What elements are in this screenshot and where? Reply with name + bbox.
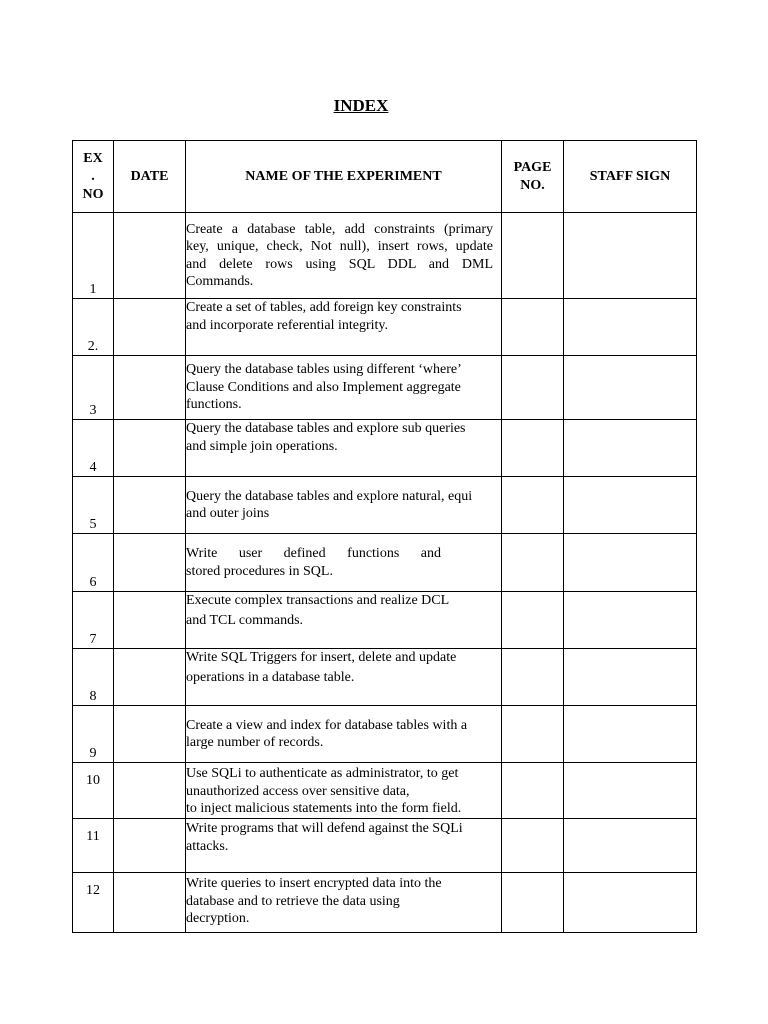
date-cell: [114, 477, 186, 534]
experiment-name-cell: [186, 420, 502, 477]
page-no-cell: [502, 420, 564, 477]
staff-sign-cell: [564, 420, 697, 477]
page-no-cell: [502, 299, 564, 356]
ex-no-header-line: EX: [83, 150, 103, 166]
experiment-line: and outer joins: [186, 506, 270, 521]
experiment-line: and simple join operations.: [186, 438, 338, 454]
table-row: [73, 873, 697, 933]
staff-sign-cell: [564, 763, 697, 819]
staff-sign-cell: [564, 873, 697, 933]
ex-no-cell: 8: [73, 649, 114, 706]
experiment-line: and TCL commands.: [186, 612, 304, 628]
experiment-name-cell: [186, 649, 502, 706]
experiment-name-cell: [186, 356, 502, 420]
experiment-line: to inject malicious statements into the form field.: [186, 801, 462, 816]
experiment-line: Commands.: [186, 274, 254, 289]
table-row: [73, 649, 697, 706]
experiment-line: attacks.: [186, 838, 229, 854]
date-cell: [114, 299, 186, 356]
date-cell: [114, 420, 186, 477]
date-cell: [114, 763, 186, 819]
table-row: [73, 299, 697, 356]
page-no-cell: [502, 356, 564, 420]
ex-no-cell: 6: [73, 534, 114, 592]
page-no-cell: [502, 477, 564, 534]
ex-no-cell: 5: [73, 477, 114, 534]
page-no-header: [502, 141, 564, 213]
experiment-line: functions.: [186, 397, 242, 413]
experiment-line: unauthorized access over sensitive data,: [186, 783, 410, 799]
date-cell: [114, 819, 186, 873]
experiment-name-cell: [186, 299, 502, 356]
experiment-line: Query the database tables and explore sub queries: [186, 421, 466, 436]
experiment-line: Clause Conditions and also Implement aggregate: [186, 379, 461, 395]
ex-no-cell: 9: [73, 706, 114, 763]
date-cell: [114, 706, 186, 763]
date-cell: [114, 592, 186, 649]
staff-sign-cell: [564, 356, 697, 420]
page-no-cell: [502, 213, 564, 299]
staff-sign-cell: [564, 299, 697, 356]
page-no-header-line: PAGE: [513, 159, 552, 175]
table-row: [73, 819, 697, 873]
table-row: [73, 534, 697, 592]
table-row: [73, 763, 697, 819]
experiment-line: and incorporate referential integrity.: [186, 317, 388, 333]
experiment-line: Create a view and index for database tables with a: [186, 717, 468, 733]
experiment-line: Query the database tables using different ‘where’: [186, 362, 462, 378]
index-table: [72, 140, 697, 933]
experiment-line: and delete rows using SQL DDL and DML: [186, 256, 493, 272]
experiment-line: Create a database table, add constraints (primary: [186, 221, 493, 237]
page-no-cell: [502, 592, 564, 649]
ex-no-cell: 3: [73, 356, 114, 420]
experiment-line: Write SQL Triggers for insert, delete and update: [186, 650, 457, 665]
experiment-line: Write user defined functions and: [186, 546, 441, 561]
date-cell: [114, 356, 186, 420]
ex-no-cell: 4: [73, 420, 114, 477]
ex-no-cell: 12: [73, 873, 114, 933]
table-row: [73, 592, 697, 649]
ex-no-cell: 7: [73, 592, 114, 649]
experiment-line: operations in a database table.: [186, 669, 355, 685]
ex-no-cell: 2.: [73, 299, 114, 356]
page-no-header-line: NO.: [520, 177, 545, 193]
staff-sign-cell: [564, 592, 697, 649]
experiment-name-cell: [186, 592, 502, 649]
page-no-cell: [502, 534, 564, 592]
staff-sign-cell: [564, 706, 697, 763]
date-header: DATE: [114, 141, 186, 213]
staff-sign-cell: [564, 649, 697, 706]
experiment-line: Write queries to insert encrypted data into the: [186, 876, 442, 891]
staff-sign-cell: [564, 534, 697, 592]
page-no-cell: [502, 763, 564, 819]
experiment-line: key, unique, check, Not null), insert rows, update: [186, 239, 493, 254]
page-no-cell: [502, 649, 564, 706]
experiment-line: Use SQLi to authenticate as administrator, to get: [186, 766, 459, 781]
experiment-line: Create a set of tables, add foreign key constraints: [186, 300, 462, 315]
page-no-cell: [502, 819, 564, 873]
table-row: [73, 477, 697, 534]
ex-no-cell: 10: [73, 763, 114, 819]
experiment-name-cell: [186, 534, 502, 592]
staff-sign-header: STAFF SIGN: [564, 141, 697, 213]
date-cell: [114, 873, 186, 933]
date-cell: [114, 649, 186, 706]
experiment-line: Execute complex transactions and realize DCL: [186, 593, 450, 608]
ex-no-header-line: NO: [82, 186, 104, 202]
experiment-line: Query the database tables and explore natural, equi: [186, 488, 473, 504]
ex-no-cell: 11: [73, 819, 114, 873]
experiment-name-cell: [186, 477, 502, 534]
page-no-cell: [502, 706, 564, 763]
experiment-line: Write programs that will defend against the SQLi: [186, 821, 463, 836]
experiment-line: stored procedures in SQL.: [186, 563, 333, 579]
table-row: [73, 213, 697, 299]
experiment-line: decryption.: [186, 911, 250, 926]
staff-sign-cell: [564, 819, 697, 873]
ex-no-header: [73, 141, 114, 213]
ex-no-header-line: .: [91, 168, 95, 184]
ex-no-cell: 1: [73, 213, 114, 299]
page-title: INDEX: [333, 96, 389, 115]
experiment-name-header: NAME OF THE EXPERIMENT: [186, 141, 502, 213]
page-no-cell: [502, 873, 564, 933]
table-row: [73, 356, 697, 420]
staff-sign-cell: [564, 477, 697, 534]
experiment-name-cell: [186, 819, 502, 873]
staff-sign-cell: [564, 213, 697, 299]
date-cell: [114, 213, 186, 299]
experiment-line: large number of records.: [186, 735, 324, 750]
experiment-name-cell: [186, 213, 502, 299]
table-row: [73, 420, 697, 477]
date-cell: [114, 534, 186, 592]
experiment-name-cell: [186, 763, 502, 819]
experiment-name-cell: [186, 873, 502, 933]
header-row: [73, 141, 697, 213]
table-row: [73, 706, 697, 763]
experiment-name-cell: [186, 706, 502, 763]
experiment-line: database and to retrieve the data using: [186, 893, 400, 909]
